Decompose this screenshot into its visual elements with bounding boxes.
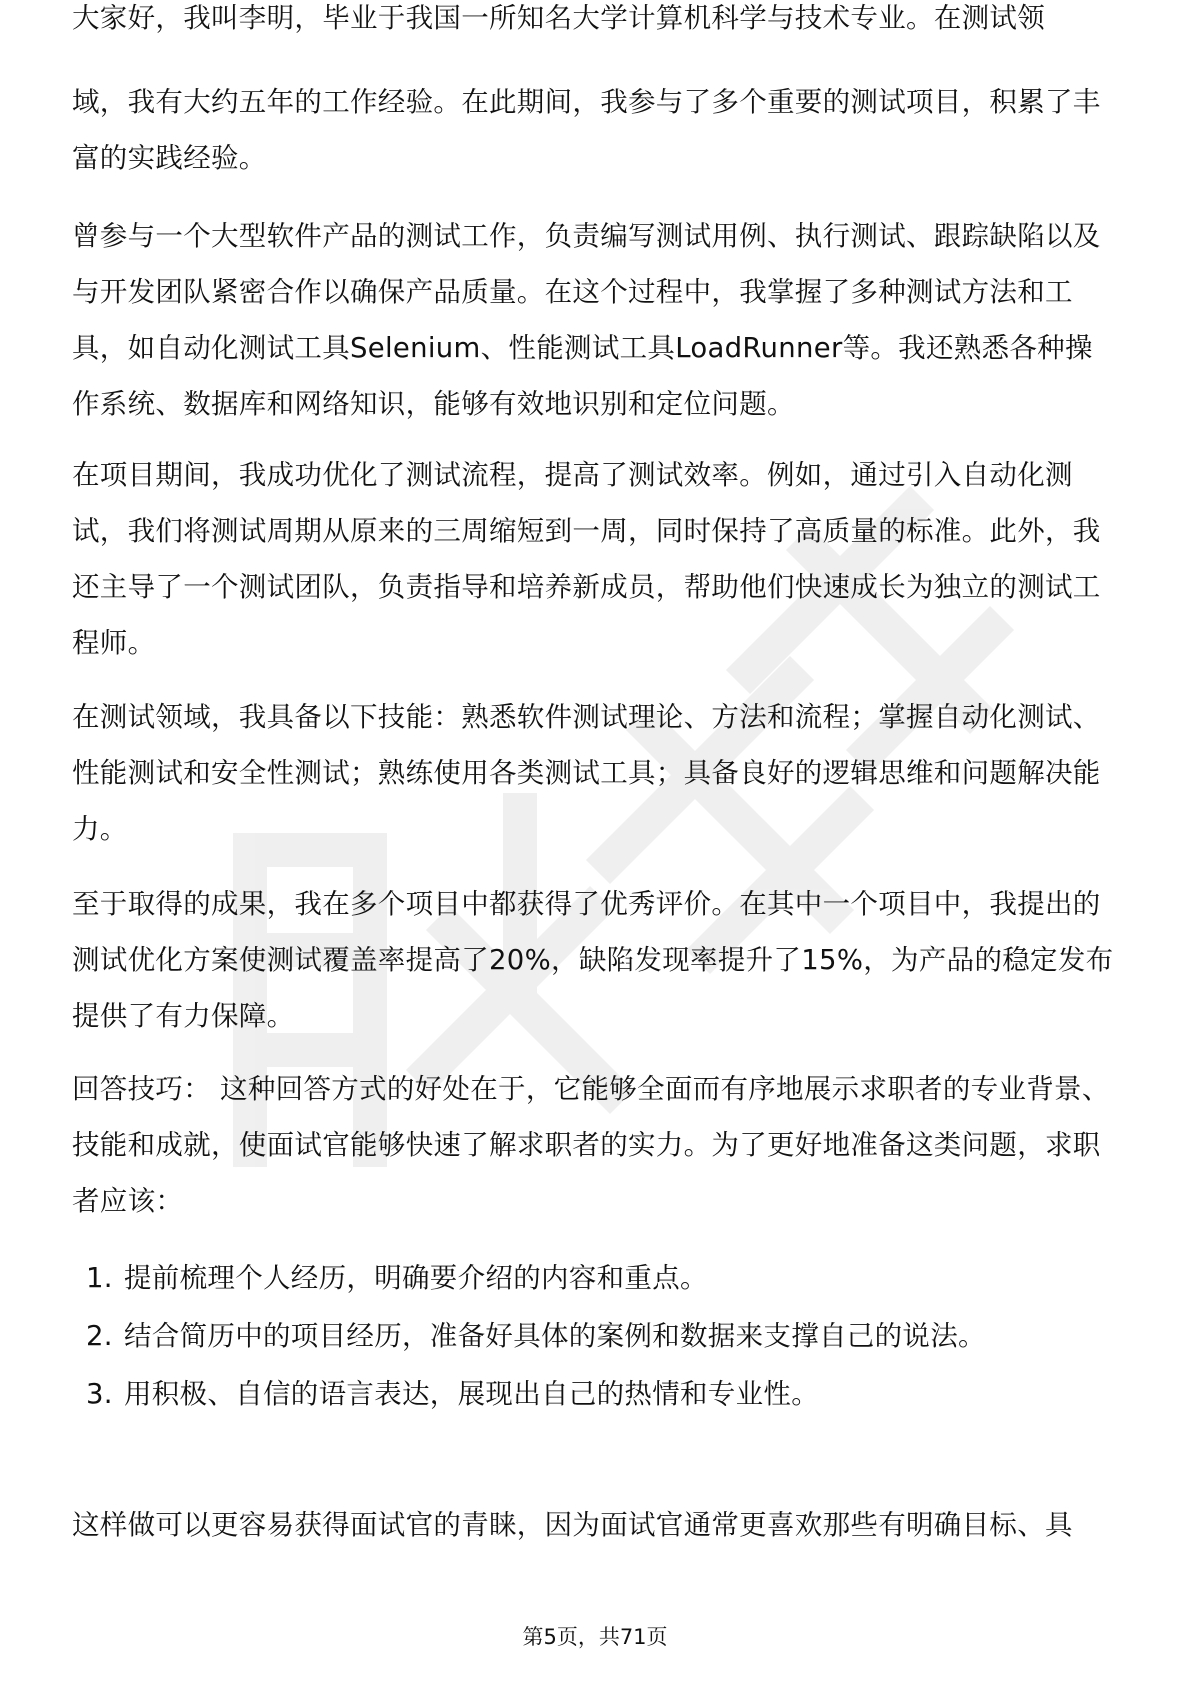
paragraph-experience-intro: 域，我有大约五年的工作经验。在此期间，我参与了多个重要的测试项目，积累了丰富的实践经验。 (72, 86, 1101, 174)
cut-off-top-line: 大家好，我叫李明，毕业于我国一所知名大学计算机科学与技术专业。在测试领 (72, 2, 1045, 34)
paragraph-process-optimization: 在项目期间，我成功优化了测试流程，提高了测试效率。例如，通过引入自动化测试，我们将测试周期从原来的三周缩短到一周，同时保持了高质量的标准。此外，我还主导了一个测试团队，负责指导和培养新成员，帮助他们快速成长为独立的测试工程师。 (72, 459, 1101, 659)
paragraph-closing-line: 这样做可以更容易获得面试官的青睐，因为面试官通常更喜欢那些有明确目标、具 (72, 1509, 1073, 1541)
list-item (72, 1307, 1118, 1365)
list-item-text: 用积极、自信的语言表达，展现出自己的热情和专业性。 (124, 1378, 819, 1410)
list-item (72, 1365, 1118, 1423)
list-item-text: 提前梳理个人经历，明确要介绍的内容和重点。 (124, 1262, 708, 1294)
list-item-number: 3. (86, 1378, 113, 1410)
paragraph-achievements: 至于取得的成果，我在多个项目中都获得了优秀评价。在其中一个项目中，我提出的测试优化方案使测试覆盖率提高了20%，缺陷发现率提升了15%，为产品的稳定发布提供了有力保障。 (72, 888, 1114, 1032)
list-item (72, 1249, 1118, 1307)
paragraph-project-work: 曾参与一个大型软件产品的测试工作，负责编写测试用例、执行测试、跟踪缺陷以及与开发团队紧密合作以确保产品质量。在这个过程中，我掌握了多种测试方法和工具，如自动化测试工具Selenium、性能测试工具LoadRunner等。我还熟悉各种操作系统、数据库和网络知识，能够有效地识别和定位问题。 (72, 220, 1101, 420)
paragraph-answer-tips: 回答技巧： 这种回答方式的好处在于，它能够全面而有序地展示求职者的专业背景、技能和成就，使面试官能够快速了解求职者的实力。为了更好地准备这类问题，求职者应该： (72, 1073, 1110, 1217)
list-item-text: 结合简历中的项目经历，准备好具体的案例和数据来支撑自己的说法。 (124, 1320, 986, 1352)
paragraph-skills: 在测试领域，我具备以下技能：熟悉软件测试理论、方法和流程；掌握自动化测试、性能测试和安全性测试；熟练使用各类测试工具；具备良好的逻辑思维和问题解决能力。 (72, 701, 1101, 845)
list-item-number: 1. (86, 1262, 113, 1294)
page-number-footer: 第5页，共71页 (522, 1625, 668, 1649)
tips-list (72, 1249, 1118, 1423)
list-item-number: 2. (86, 1320, 113, 1352)
